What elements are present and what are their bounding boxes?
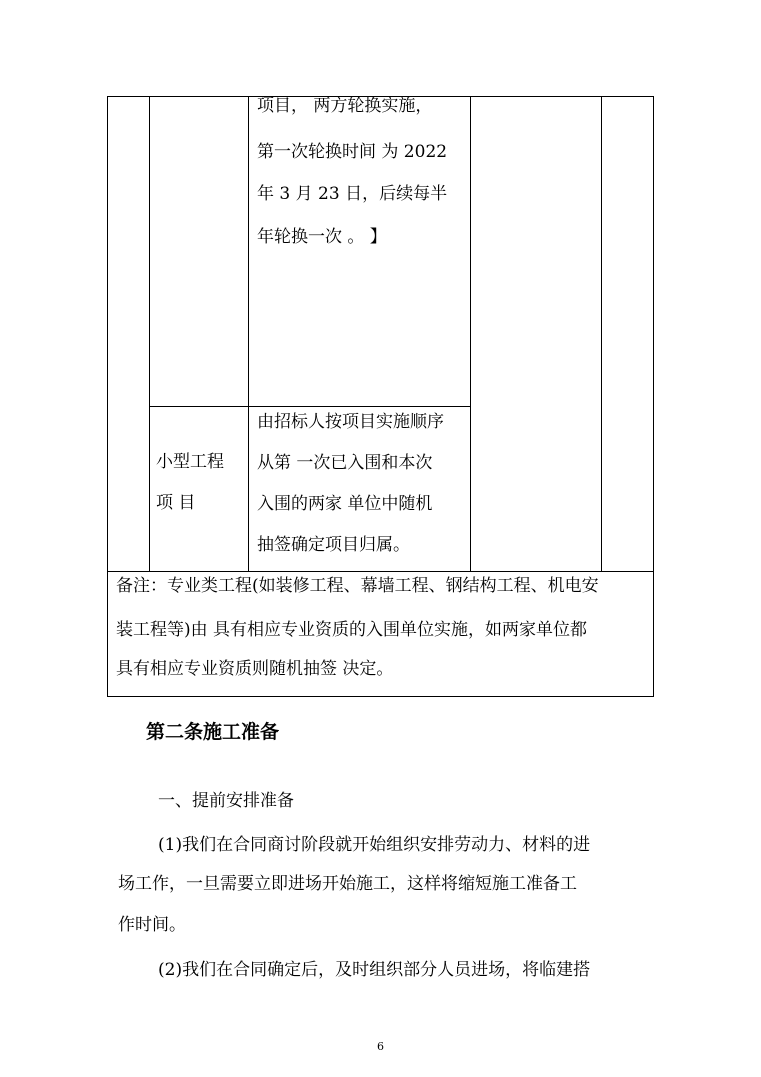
table-col-line-1 <box>149 96 150 572</box>
top-row-col3-line-1: 项目， 两方轮换实施， <box>257 96 433 116</box>
table-note-line-2: 装工程等)由 具有相应专业资质的入围单位实施，如两家单位都 <box>116 620 588 640</box>
allocation-table <box>107 96 654 697</box>
small-project-category-line-2: 项 目 <box>156 493 196 513</box>
table-col-line-2 <box>248 96 249 572</box>
paragraph-1-line-2: 场工作，一旦需要立即进场开始施工，这样将缩短施工准备工 <box>118 874 577 894</box>
small-project-rule-line-1: 由招标人按项目实施顺序 <box>257 412 444 432</box>
table-col-line-3 <box>470 96 471 572</box>
section-subheading: 一、提前安排准备 <box>158 791 294 811</box>
small-project-rule-line-4: 抽签确定项目归属。 <box>257 535 410 555</box>
section-heading: 第二条施工准备 <box>146 721 280 743</box>
paragraph-1-line-3: 作时间。 <box>118 915 186 935</box>
small-project-category-line-1: 小型工程 <box>156 452 224 472</box>
small-project-rule-line-2: 从第 一次已入围和本次 <box>257 453 433 473</box>
table-note-line-1: 备注：专业类工程(如装修工程、幕墙工程、钢结构工程、机电安 <box>116 576 599 596</box>
table-col-line-4 <box>601 96 602 572</box>
paragraph-2-line-1: (2)我们在合同确定后，及时组织部分人员进场，将临建搭 <box>158 960 591 980</box>
small-project-rule-line-3: 入围的两家 单位中随机 <box>257 494 433 514</box>
top-row-col3-line-3: 年 3 月 23 日，后续每半 <box>257 184 448 204</box>
table-border-left <box>107 96 108 697</box>
table-border-right <box>653 96 654 697</box>
top-row-col3-line-4: 年轮换一次 。 】 <box>257 227 387 247</box>
paragraph-1-line-1: (1)我们在合同商讨阶段就开始组织安排劳动力、材料的进 <box>158 835 591 855</box>
table-note-line-3: 具有相应专业资质则随机抽签 决定。 <box>116 659 394 679</box>
top-row-col3-line-2: 第一次轮换时间 为 2022 <box>257 142 448 162</box>
page-number: 6 <box>377 1040 384 1053</box>
table-border-bottom <box>107 696 654 697</box>
